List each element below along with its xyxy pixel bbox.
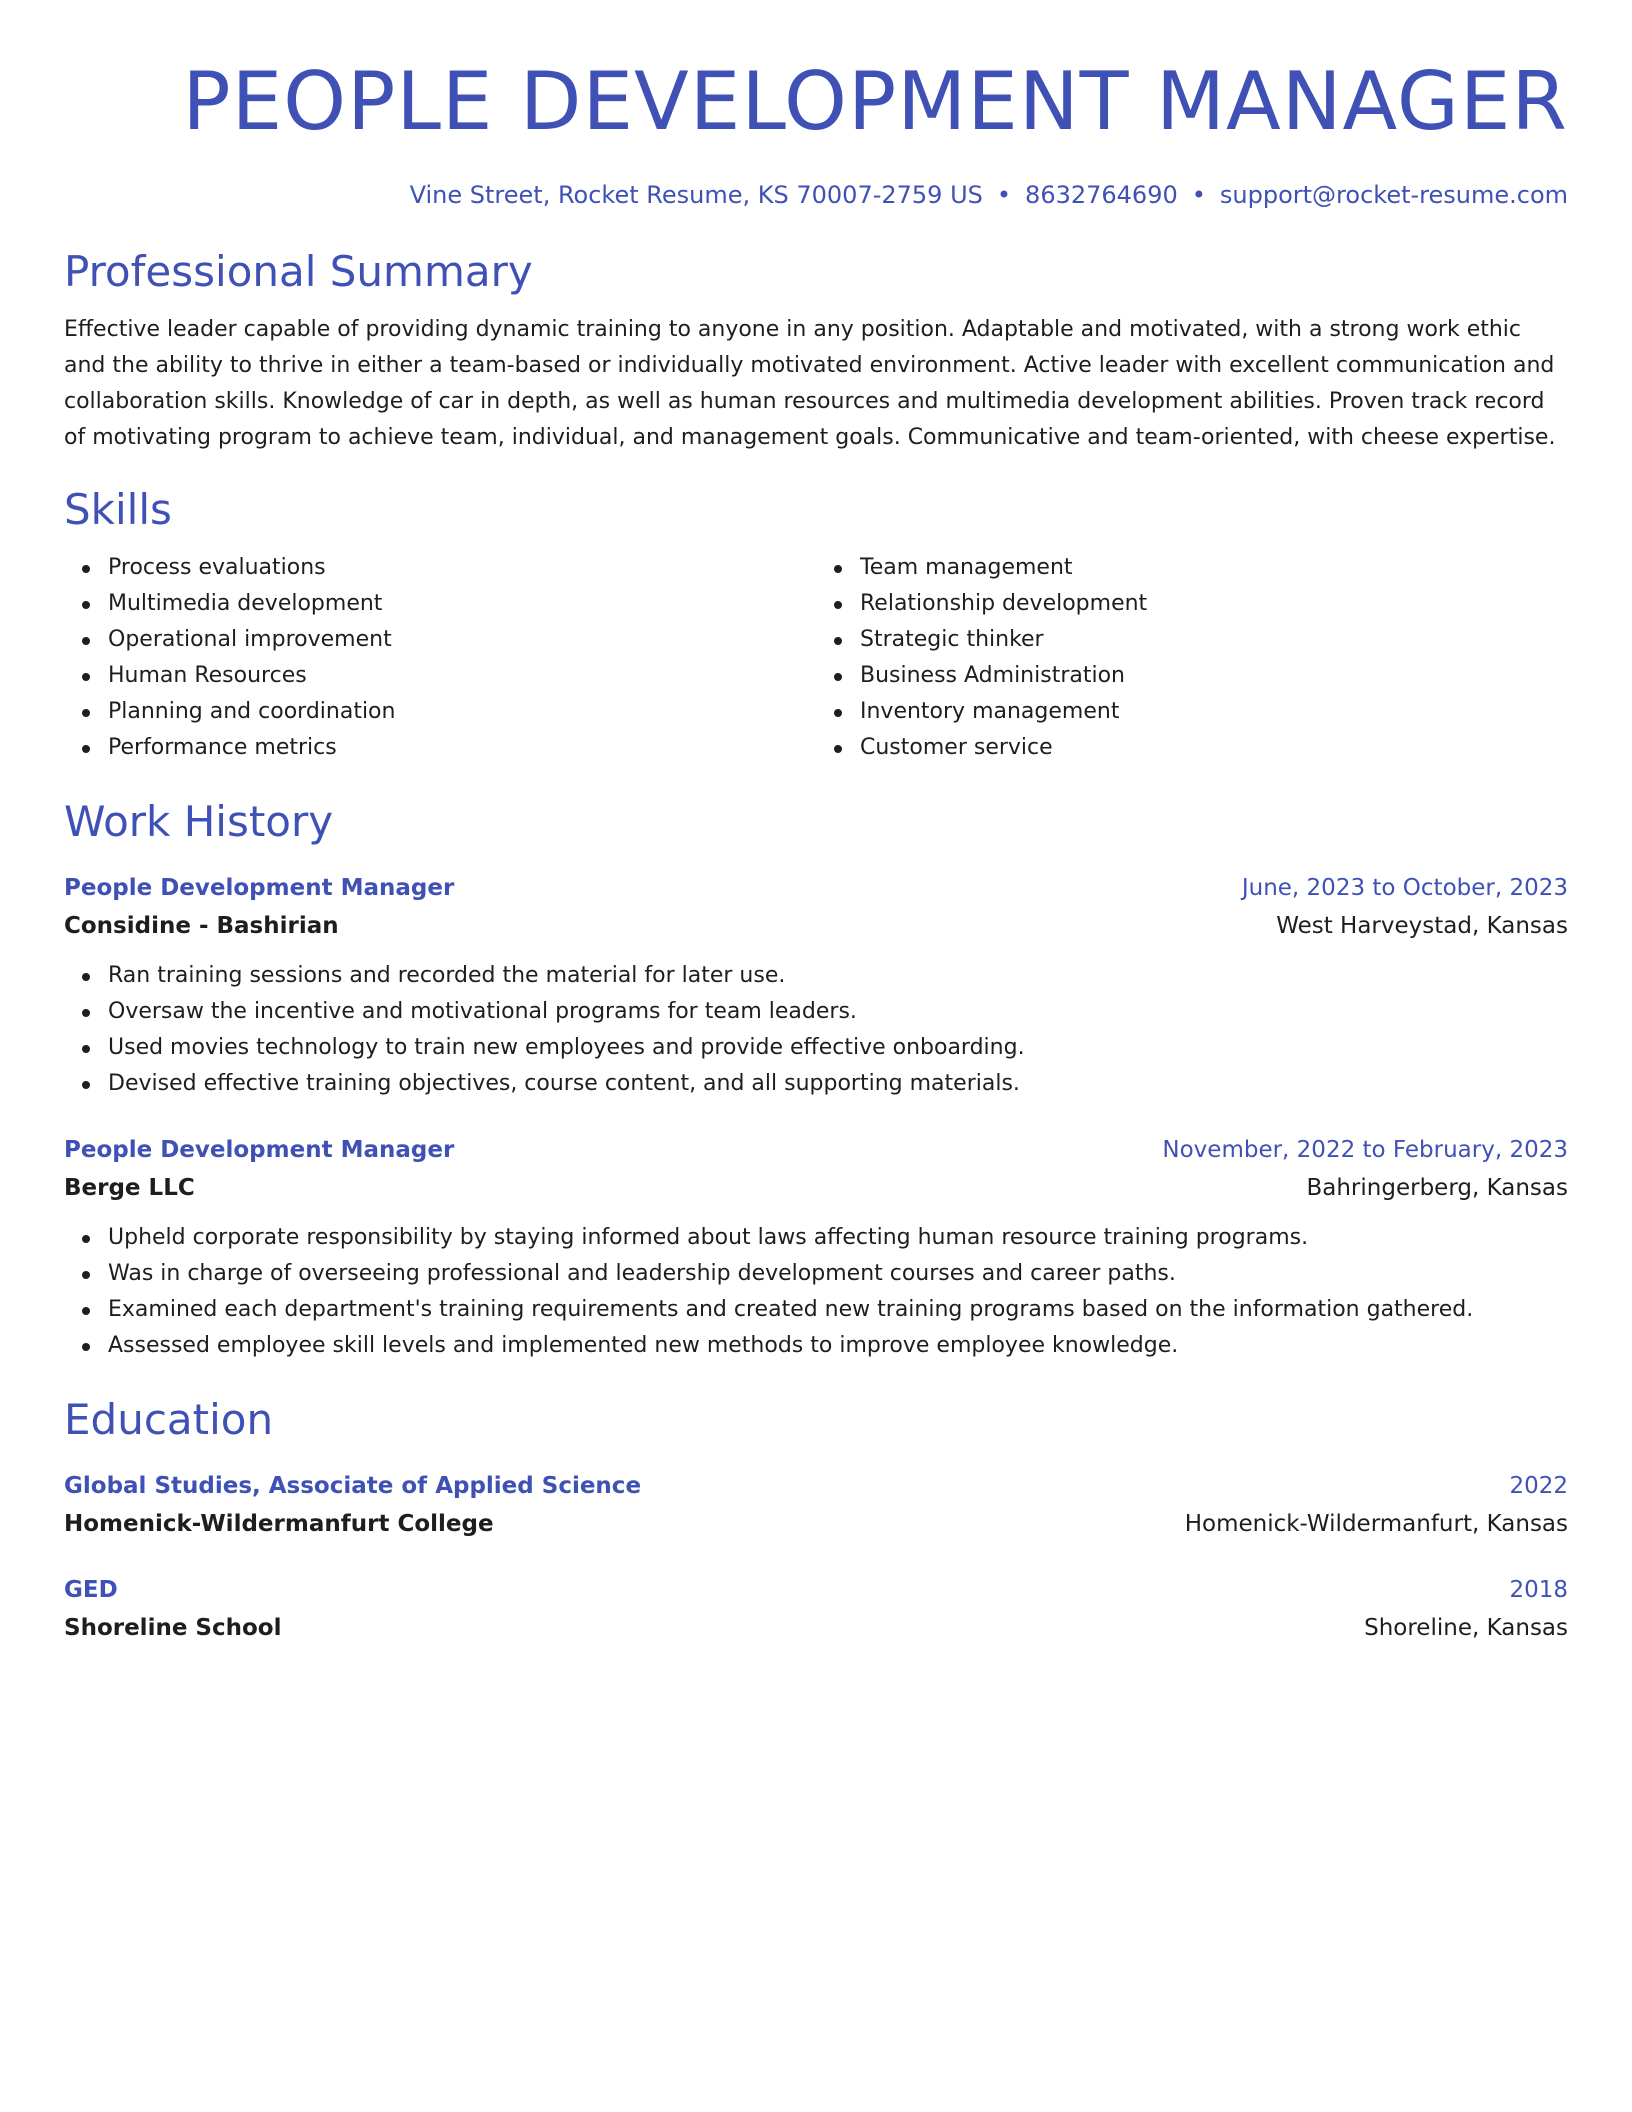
skill-item: Relationship development [860,586,1568,622]
school-location: Homenick-Wildermanfurt, Kansas [1184,1511,1568,1537]
job-title: People Development Manager [64,1137,455,1163]
school-location: Shoreline, Kansas [1364,1615,1568,1641]
skill-item: Performance metrics [108,730,816,766]
section-title-work-history: Work History [64,797,334,846]
contact-email[interactable]: support@rocket-resume.com [1219,181,1568,209]
resume-name: PEOPLE DEVELOPMENT MANAGER [182,55,1568,148]
graduation-year: 2022 [1509,1473,1568,1499]
job-bullet: Assessed employee skill levels and implemented new methods to improve employee knowledge. [108,1328,1568,1364]
education-entry-subheader [64,1608,1568,1648]
skill-item: Planning and coordination [108,694,816,730]
skill-item: Inventory management [860,694,1568,730]
job-dates: November, 2022 to February, 2023 [1162,1137,1568,1163]
job-bullet: Oversaw the incentive and motivational programs for team leaders. [108,994,1568,1030]
skills-column-left [64,550,816,766]
contact-phone: 8632764690 [1025,181,1178,209]
job-dates: June, 2023 to October, 2023 [1241,875,1568,901]
education-entry [64,1468,1568,1544]
job-bullets [64,958,1568,1102]
contact-line [64,178,1568,212]
skill-item: Business Administration [860,658,1568,694]
school-name: Homenick-Wildermanfurt College [64,1511,494,1537]
work-entry [64,870,1568,1102]
work-entry-header [64,870,1568,906]
work-entry-subheader [64,906,1568,946]
skill-item: Strategic thinker [860,622,1568,658]
degree-title: GED [64,1577,118,1603]
skill-item: Customer service [860,730,1568,766]
skill-item: Team management [860,550,1568,586]
skill-item: Multimedia development [108,586,816,622]
company-name: Considine - Bashirian [64,913,339,939]
section-title-summary: Professional Summary [64,247,533,296]
job-bullet: Upheld corporate responsibility by staying informed about laws affecting human resource training programs. [108,1220,1568,1256]
job-bullet: Devised effective training objectives, course content, and all supporting materials. [108,1066,1568,1102]
education-entry-subheader [64,1504,1568,1544]
graduation-year: 2018 [1509,1577,1568,1603]
work-entry-subheader [64,1168,1568,1208]
skills-column-right [816,550,1568,766]
contact-address: Vine Street, Rocket Resume, KS 70007-2759 US [409,181,983,209]
skill-item: Human Resources [108,658,816,694]
company-name: Berge LLC [64,1175,195,1201]
work-entry-header [64,1132,1568,1168]
job-title: People Development Manager [64,875,455,901]
job-bullet: Examined each department's training requirements and created new training programs based on the information gathered. [108,1292,1568,1328]
section-title-education: Education [64,1395,274,1444]
job-bullet: Ran training sessions and recorded the material for later use. [108,958,1568,994]
job-bullets [64,1220,1568,1364]
contact-separator: • [1191,181,1206,209]
job-bullet: Used movies technology to train new employees and provide effective onboarding. [108,1030,1568,1066]
job-location: Bahringerberg, Kansas [1306,1175,1568,1201]
job-bullet: Was in charge of overseeing professional and leadership development courses and career paths. [108,1256,1568,1292]
section-title-skills: Skills [64,485,172,534]
summary-text: Effective leader capable of providing dynamic training to anyone in any position. Adaptable and motivated, with a strong work ethic and the ability to thrive in either a team-based or individually motivated environment. Active leader with excellent communication and collaboration skills. Knowledge of car in depth, as well as human resources and multimedia development abilities. Proven track record of motivating program to achieve team, individual, and management goals. Communicative and team-oriented, with cheese expertise. [64,317,1556,450]
skills-list [64,550,1568,766]
skill-item: Process evaluations [108,550,816,586]
job-location: West Harveystad, Kansas [1276,913,1568,939]
school-name: Shoreline School [64,1615,282,1641]
work-entry [64,1132,1568,1364]
education-entry-header [64,1468,1568,1504]
education-entry-header [64,1572,1568,1608]
skill-item: Operational improvement [108,622,816,658]
degree-title: Global Studies, Associate of Applied Science [64,1473,642,1499]
education-entry [64,1572,1568,1648]
contact-separator: • [996,181,1012,209]
